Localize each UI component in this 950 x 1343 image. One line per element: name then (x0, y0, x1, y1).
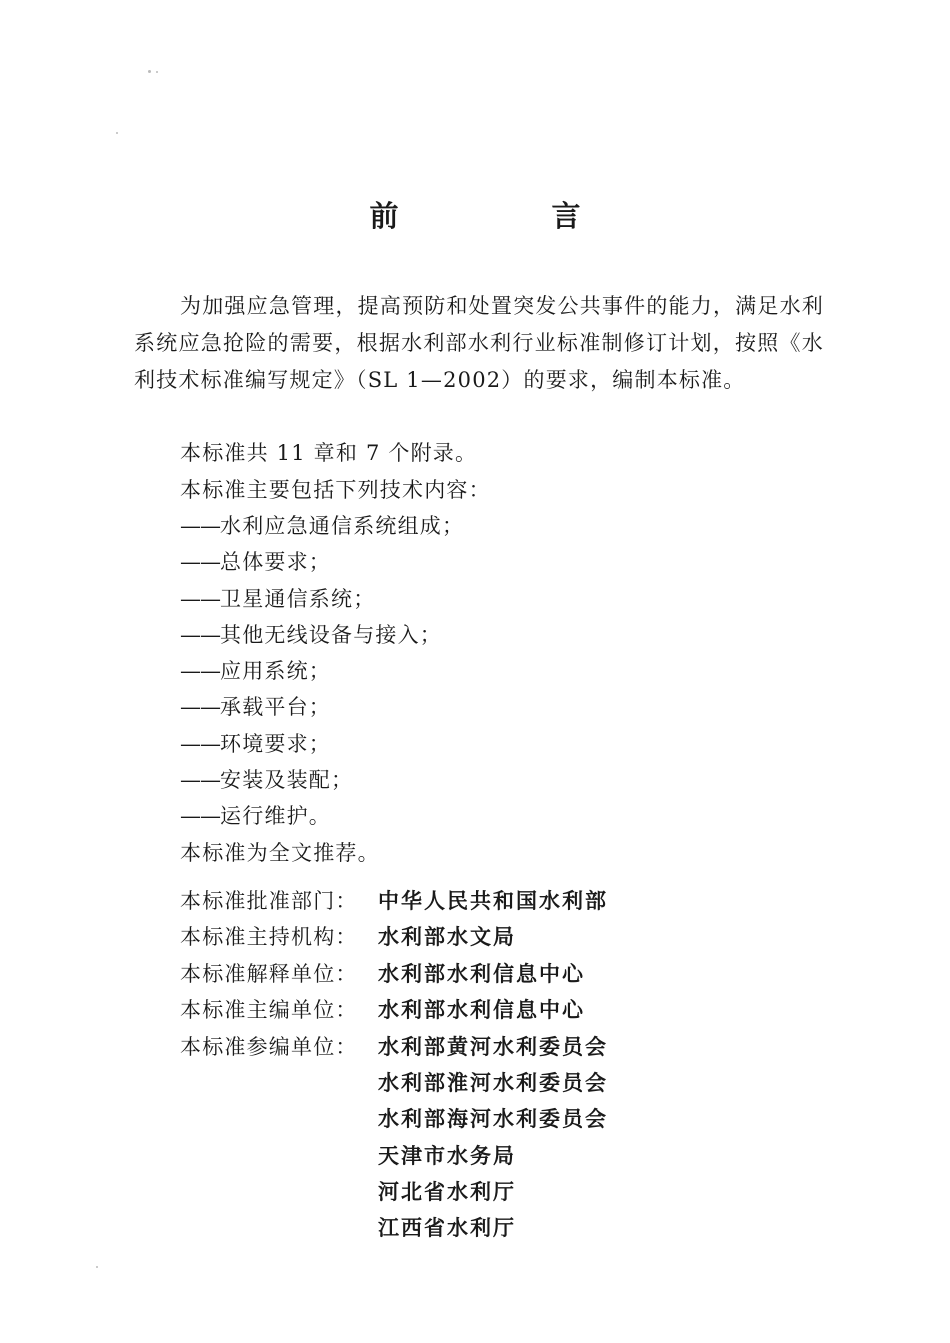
contents-item (180, 692, 331, 722)
interpret-value: 水利部水利信息中心 (378, 962, 585, 986)
contents-item (180, 584, 375, 614)
recommendation-line: 本标准为全文推荐。 (180, 841, 380, 865)
participant-item: 水利部海河水利委员会 (378, 1107, 608, 1131)
contents-item-text: 应用系统； (220, 659, 331, 683)
contents-item-text: 水利应急通信系统组成； (220, 514, 465, 538)
contents-intro: 本标准主要包括下列技术内容： (180, 478, 491, 502)
chief-editor-label: 本标准主编单位： (180, 998, 358, 1022)
contents-dash: —— (180, 587, 220, 611)
contents-item-text: 运行维护。 (220, 804, 331, 828)
participant-item: 河北省水利厅 (378, 1180, 516, 1204)
chapters-line: 本标准共 11 章和 7 个附录。 (180, 441, 478, 465)
contents-item (180, 729, 331, 759)
contents-dash: —— (180, 804, 220, 828)
participant-item: 江西省水利厅 (378, 1216, 516, 1240)
contents-dash: —— (180, 514, 220, 538)
approval-value: 中华人民共和国水利部 (378, 889, 608, 913)
participant-item: 水利部淮河水利委员会 (378, 1071, 608, 1095)
contents-item-text: 承载平台； (220, 695, 331, 719)
contents-item (180, 656, 331, 686)
participant-item: 水利部黄河水利委员会 (378, 1035, 608, 1059)
scan-speck (148, 70, 151, 73)
participant-item: 天津市水务局 (378, 1144, 516, 1168)
contents-dash: —— (180, 732, 220, 756)
contents-item (180, 765, 353, 795)
contents-dash: —— (180, 659, 220, 683)
contents-dash: —— (180, 623, 220, 647)
contents-item (180, 801, 331, 831)
participants-label: 本标准参编单位： (180, 1035, 358, 1059)
page-title: 前 言 (369, 199, 643, 233)
host-value: 水利部水文局 (378, 925, 516, 949)
contents-dash: —— (180, 768, 220, 792)
scan-speck (96, 1266, 98, 1268)
scan-speck (116, 132, 118, 134)
contents-item-text: 卫星通信系统； (220, 587, 376, 611)
contents-item (180, 620, 442, 650)
host-label: 本标准主持机构： (180, 925, 358, 949)
contents-item (180, 547, 331, 577)
intro-paragraph: 为加强应急管理，提高预防和处置突发公共事件的能力，满足水利系统应急抢险的需要，根据水利部水利行业标准制修订计划，按照《水利技术标准编写规定》（SL 1—2002）的要求，编制本标准。 (134, 294, 824, 392)
contents-item-text: 环境要求； (220, 732, 331, 756)
contents-item-text: 其他无线设备与接入； (220, 623, 442, 647)
contents-item-text: 安装及装配； (220, 768, 354, 792)
contents-item (180, 511, 464, 541)
scan-speck (156, 71, 158, 73)
contents-dash: —— (180, 695, 220, 719)
contents-item-text: 总体要求； (220, 550, 331, 574)
interpret-label: 本标准解释单位： (180, 962, 358, 986)
approval-label: 本标准批准部门： (180, 889, 358, 913)
chief-editor-value: 水利部水利信息中心 (378, 998, 585, 1022)
contents-dash: —— (180, 550, 220, 574)
